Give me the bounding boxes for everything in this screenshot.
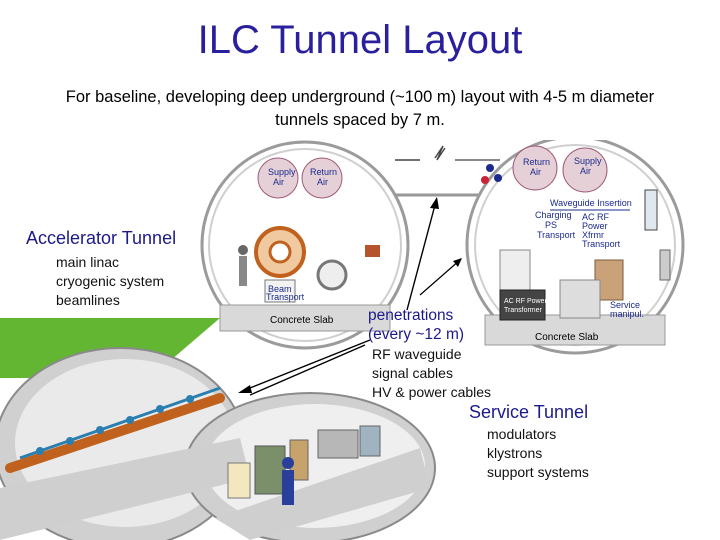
accelerator-item: beamlines (56, 292, 120, 308)
service-tunnel-cross-section (467, 140, 683, 353)
penetrations-item: RF waveguide (372, 346, 462, 362)
service-item: support systems (487, 464, 589, 480)
svg-text:Air: Air (273, 177, 284, 187)
accelerator-items (56, 253, 164, 310)
penetrations-item: signal cables (372, 365, 453, 381)
accelerator-tunnel-heading: Accelerator Tunnel (26, 228, 177, 248)
svg-text:PS: PS (545, 220, 558, 230)
svg-text:Transport: Transport (582, 239, 621, 249)
penetrations-block (368, 306, 464, 344)
page-title: ILC Tunnel Layout (197, 18, 523, 62)
penetrations-heading: penetrations (368, 307, 454, 324)
penetrations-items (372, 345, 491, 402)
accelerator-item: cryogenic system (56, 273, 165, 289)
concrete-slab-left-label: Concrete Slab (270, 315, 334, 326)
penetration-pointer-arrow (230, 330, 380, 400)
svg-text:Supply: Supply (574, 156, 602, 166)
penetrations-interval: (every ~12 m) (368, 326, 465, 343)
svg-text:Beam: Beam (268, 284, 292, 294)
svg-text:Air: Air (530, 167, 541, 177)
svg-text:Transport: Transport (537, 230, 576, 240)
concrete-slab-right-label: Concrete Slab (535, 332, 599, 343)
svg-text:Air: Air (580, 166, 591, 176)
svg-text:Air: Air (317, 177, 328, 187)
accelerator-item: main linac (56, 254, 120, 270)
penetration-vertical-arrow (405, 195, 445, 315)
svg-text:Xfrmr: Xfrmr (582, 230, 604, 240)
waveguide-insertion-label: Waveguide Insertion (550, 198, 632, 208)
left-supply-air-label: Supply (268, 167, 296, 177)
svg-text:AC RF: AC RF (582, 212, 609, 222)
svg-text:Power: Power (582, 221, 608, 231)
penetrations-item: HV & power cables (372, 384, 492, 400)
subtitle: For baseline, developing deep underground (~100 m) layout with 4-5 m diameter tunnels spaced by 7 m. (65, 88, 655, 129)
service-tunnel-heading: Service Tunnel (469, 402, 589, 422)
svg-text:Service: Service (610, 300, 641, 310)
service-item: klystrons (487, 445, 543, 461)
svg-text:Return: Return (523, 157, 551, 167)
service-items (487, 425, 589, 482)
svg-text:Transformer: Transformer (504, 307, 542, 314)
svg-text:AC RF Power: AC RF Power (504, 298, 547, 305)
left-return-air-label: Return (310, 167, 338, 177)
service-item: modulators (487, 426, 557, 442)
svg-text:Charging: Charging (535, 210, 572, 220)
svg-text:Transport: Transport (266, 292, 305, 302)
svg-text:manipul.: manipul. (610, 309, 645, 319)
